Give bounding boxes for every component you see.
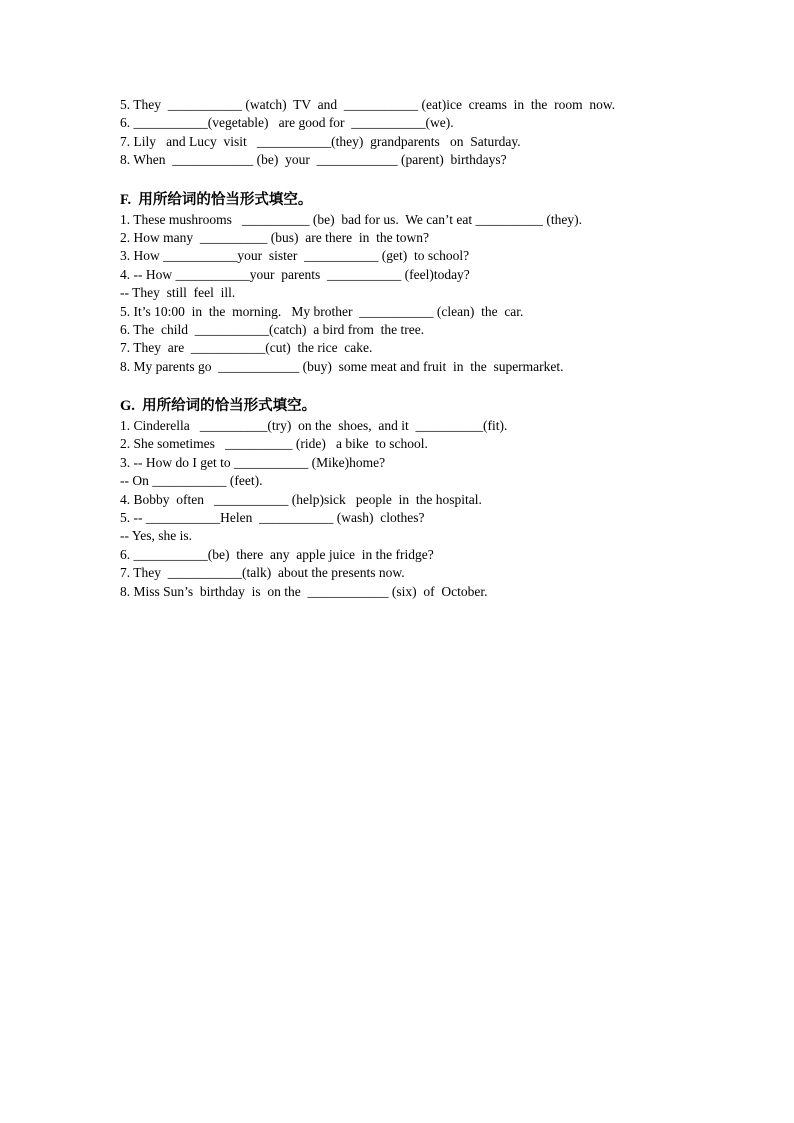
worksheet-page: [120, 96, 680, 601]
exercise-line-e5: 5. They ___________ (watch) TV and ___________ (eat)ice creams in the room now.: [120, 97, 616, 112]
section-g: [120, 396, 680, 601]
exercise-line-f4-answer: -- They still feel ill.: [120, 285, 236, 301]
exercise-line-f1: 1. These mushrooms __________ (be) bad for us. We can’t eat __________ (they).: [120, 211, 582, 227]
exercise-line-g1: 1. Cinderella __________(try) on the shoes, and it __________(fit).: [120, 418, 508, 434]
exercise-line-g4: 4. Bobby often ___________ (help)sick people in the hospital.: [120, 491, 482, 507]
exercise-line-e6: 6. ___________(vegetable) are good for ___________(we).: [120, 115, 454, 131]
exercise-line-f5: 5. It’s 10:00 in the morning. My brother ___________ (clean) the car.: [120, 303, 524, 319]
section-e-continued: [120, 96, 680, 170]
exercise-line-g3: 3. -- How do I get to ___________ (Mike)home?: [120, 454, 386, 470]
exercise-line-f6: 6. The child ___________(catch) a bird from the tree.: [120, 321, 425, 337]
section-f-heading: F. 用所给词的恰当形式填空。: [120, 191, 313, 208]
exercise-line-f8: 8. My parents go ____________ (buy) some meat and fruit in the supermarket.: [120, 358, 564, 374]
exercise-line-g3-answer: -- On ___________ (feet).: [120, 473, 263, 489]
exercise-line-g2: 2. She sometimes __________ (ride) a bike to school.: [120, 436, 428, 452]
exercise-line-g7: 7. They ___________(talk) about the presents now.: [120, 565, 405, 581]
exercise-line-g6: 6. ___________(be) there any apple juice in the fridge?: [120, 546, 434, 562]
exercise-line-e7: 7. Lily and Lucy visit ___________(they) grandparents on Saturday.: [120, 133, 521, 149]
exercise-line-f4: 4. -- How ___________your parents ___________ (feel)today?: [120, 266, 470, 282]
exercise-line-e8: 8. When ____________ (be) your ____________ (parent) birthdays?: [120, 152, 507, 168]
exercise-line-g8: 8. Miss Sun’s birthday is on the ____________ (six) of October.: [120, 583, 488, 599]
exercise-line-g5: 5. -- ___________Helen ___________ (wash) clothes?: [120, 510, 425, 526]
exercise-line-f2: 2. How many __________ (bus) are there in the town?: [120, 229, 429, 245]
exercise-line-f3: 3. How ___________your sister ___________ (get) to school?: [120, 248, 470, 264]
section-f: [120, 190, 680, 377]
exercise-line-g5-answer: -- Yes, she is.: [120, 528, 193, 544]
exercise-line-f7: 7. They are ___________(cut) the rice cake.: [120, 340, 373, 356]
section-g-heading: G. 用所给词的恰当形式填空。: [120, 398, 317, 415]
